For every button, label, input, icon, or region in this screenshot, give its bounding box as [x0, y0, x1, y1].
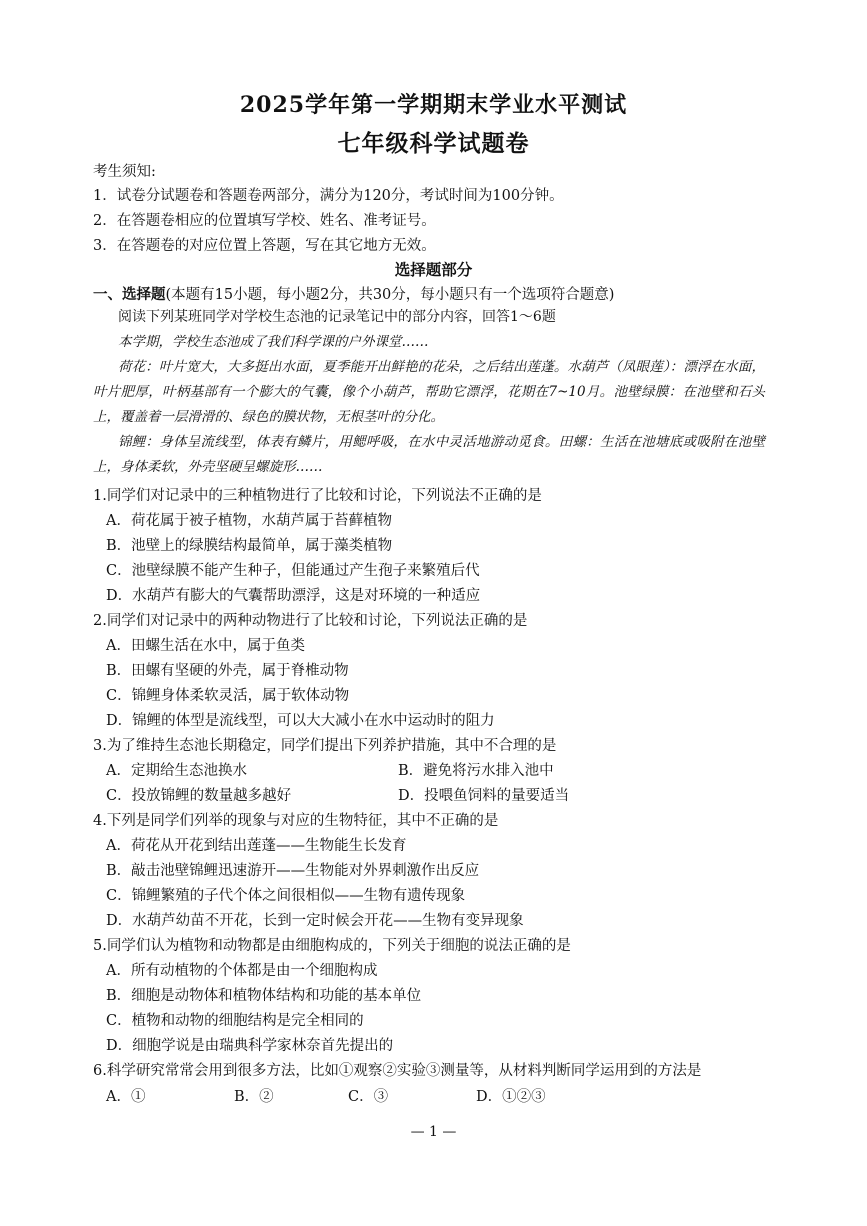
material-intro: 阅读下列某班同学对学校生态池的记录笔记中的部分内容，回答1～6题	[118, 309, 556, 325]
page-number: — 1 —	[410, 1124, 457, 1140]
question-option: A．荷花属于被子植物，水葫芦属于苔藓植物	[106, 513, 392, 529]
question-option: C．锦鲤身体柔软灵活，属于软体动物	[106, 688, 350, 704]
question-option: A．定期给生态池换水	[106, 763, 247, 779]
exam-subtitle: 七年级科学试题卷	[337, 130, 530, 157]
question-stem: 6.科学研究常常会用到很多方法，比如①观察②实验③测量等，从材料判断同学运用到的方法是	[93, 1063, 702, 1079]
notice-item: 2．在答题卷相应的位置填写学校、姓名、准考证号。	[93, 213, 436, 229]
notice-item: 1．试卷分试题卷和答题卷两部分，满分为120分，考试时间为100分钟。	[93, 188, 564, 204]
exam-title: 2025学年第一学期期末学业水平测试	[239, 92, 628, 118]
part-heading	[93, 283, 614, 304]
question-option: C．植物和动物的细胞结构是完全相同的	[106, 1013, 364, 1029]
material-paragraph: 锦鲤：身体呈流线型，体表有鳞片，用鳃呼吸，在水中灵活地游动觅食。田螺：生活在池塘底或吸附在池壁上，身体柔软，外壳坚硬呈螺旋形……	[93, 434, 765, 475]
question-option: C．③	[348, 1089, 389, 1105]
part-description: (本题有15小题，每小题2分，共30分，每小题只有一个选项符合题意)	[165, 287, 615, 303]
part-label: 一、选择题	[93, 286, 166, 303]
question-option: A．荷花从开花到结出莲蓬——生物能生长发育	[106, 838, 407, 854]
question-stem: 3.为了维持生态池长期稳定，同学们提出下列养护措施，其中不合理的是	[93, 738, 557, 754]
material-paragraph: 荷花：叶片宽大，大多挺出水面，夏季能开出鲜艳的花朵，之后结出莲蓬。水葫芦（凤眼莲）：漂浮在水面，叶片肥厚，叶柄基部有一个膨大的气囊，像个小葫芦，帮助它漂浮，花期在7~10月。池壁绿膜：在池壁和石头上，覆盖着一层滑滑的、绿色的膜状物，无根茎叶的分化。	[93, 359, 765, 425]
question-option: B．敲击池壁锦鲤迅速游开——生物能对外界刺激作出反应	[106, 863, 480, 879]
question-stem: 4.下列是同学们列举的现象与对应的生物特征，其中不正确的是	[93, 813, 499, 829]
question-option: D．细胞学说是由瑞典科学家林奈首先提出的	[106, 1038, 394, 1054]
material-paragraph: 本学期，学校生态池成了我们科学课的户外课堂……	[118, 334, 429, 350]
notice-label: 考生须知:	[93, 164, 156, 180]
question-option: B．田螺有坚硬的外壳，属于脊椎动物	[106, 663, 349, 679]
question-option: B．避免将污水排入池中	[398, 763, 554, 779]
notice-item: 3．在答题卷的对应位置上答题，写在其它地方无效。	[93, 238, 436, 254]
question-option: D．水葫芦有膨大的气囊帮助漂浮，这是对环境的一种适应	[106, 588, 481, 604]
question-stem: 1.同学们对记录中的三种植物进行了比较和讨论，下列说法不正确的是	[93, 488, 542, 504]
question-option: D．水葫芦幼苗不开花，长到一定时候会开花——生物有变异现象	[106, 913, 524, 929]
question-option: A．田螺生活在水中，属于鱼类	[106, 638, 305, 654]
section-title: 选择题部分	[394, 260, 473, 279]
question-option: B．池壁上的绿膜结构最简单，属于藻类植物	[106, 538, 393, 554]
question-option: D．①②③	[476, 1089, 546, 1105]
question-option: B．细胞是动物体和植物体结构和功能的基本单位	[106, 988, 422, 1004]
question-option: C．投放锦鲤的数量越多越好	[106, 788, 292, 804]
question-stem: 2.同学们对记录中的两种动物进行了比较和讨论，下列说法正确的是	[93, 613, 528, 629]
question-option: A．所有动植物的个体都是由一个细胞构成	[106, 963, 378, 979]
question-option: A．①	[106, 1089, 146, 1105]
question-option: C．锦鲤繁殖的子代个体之间很相似——生物有遗传现象	[106, 888, 466, 904]
question-option: C．池壁绿膜不能产生种子，但能通过产生孢子来繁殖后代	[106, 563, 480, 579]
question-option: D．投喂鱼饲料的量要适当	[398, 788, 570, 804]
question-stem: 5.同学们认为植物和动物都是由细胞构成的，下列关于细胞的说法正确的是	[93, 938, 571, 954]
question-option: B．②	[234, 1089, 274, 1105]
question-option: D．锦鲤的体型是流线型，可以大大减小在水中运动时的阻力	[106, 713, 495, 729]
